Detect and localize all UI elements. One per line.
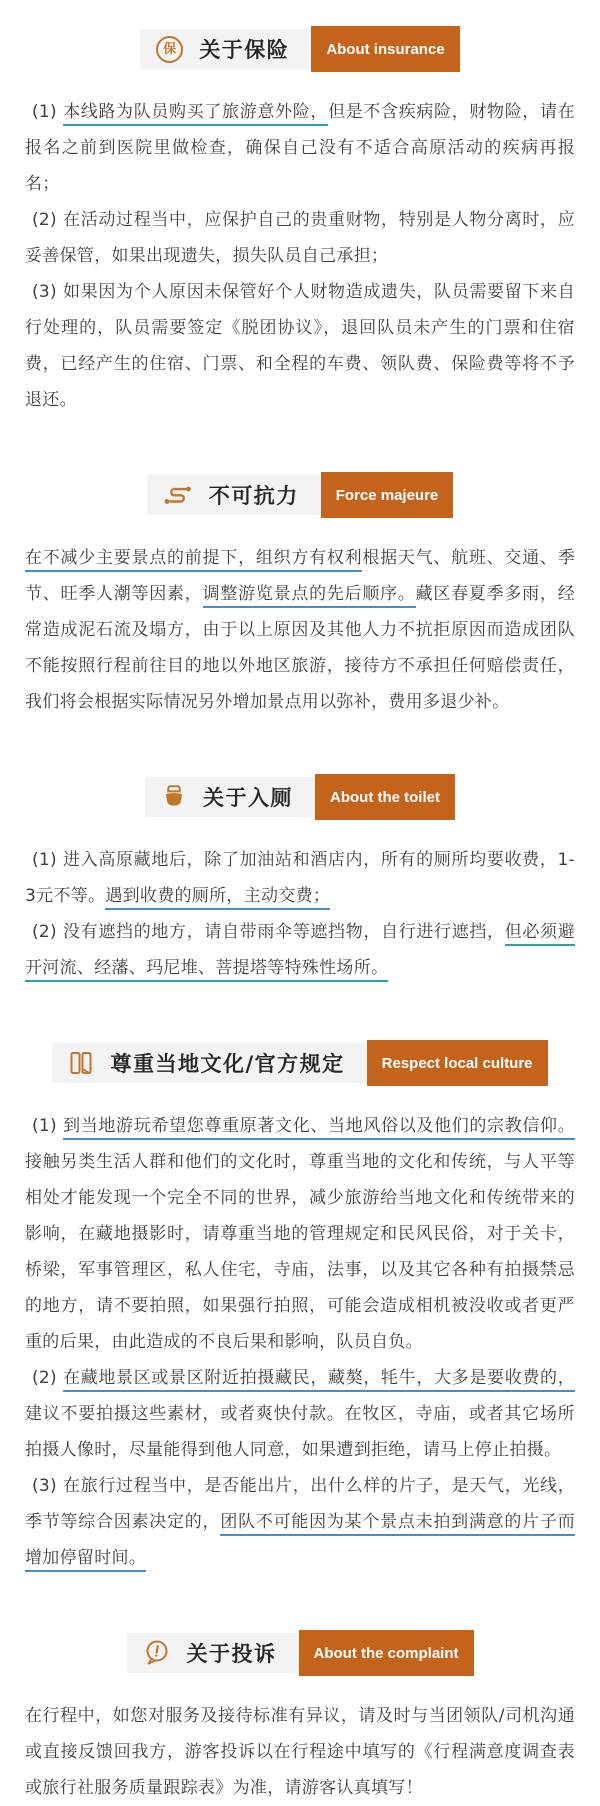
paragraph — [25, 1468, 575, 1576]
text-run: (1) 进入高原藏地后，除了加油站和酒店内，所有的厕所均要收费，1-3元不等。 — [25, 850, 575, 906]
section-header — [25, 26, 575, 72]
section-local-culture — [25, 1040, 575, 1576]
paragraph — [25, 914, 575, 986]
text-run: 接触另类生活人群和他们的文化时，尊重当地的文化和传统，与人平等相处才能发现一个完全不同的世界，减少旅游给当地文化和传统带来的影响，在藏地摄影时，请尊重当地的管理规定和民风民俗，对于关卡，桥梁，军事管理区，私人住宅，寺庙，法事，以及其它各种有拍摄禁忌的地方，请不要拍照，如果强行拍照，可能会造成相机被没收或者更严重的后果，由此造成的不良后果和影响，队员自负。 — [25, 1152, 575, 1352]
section-complaint — [25, 1630, 575, 1806]
paragraph — [25, 1360, 575, 1468]
header-band — [127, 1633, 299, 1673]
paragraph — [25, 842, 575, 914]
underlined-text: 在藏地景区或景区附近拍摄藏民，藏獒，牦牛，大多是要收费的， — [63, 1368, 575, 1392]
paragraph — [25, 202, 575, 274]
section-title: 关于保险 — [199, 38, 290, 62]
text-run: (3) 在旅行过程当中，是否能出片，出什么样的片子，是天气，光线，季节等综合因素决定的， — [25, 1476, 575, 1532]
section-title: 关于投诉 — [186, 1642, 277, 1666]
section-badge: About insurance — [311, 26, 459, 72]
text-run: (1) — [32, 102, 64, 122]
section-badge: Respect local culture — [367, 1040, 548, 1086]
text-run: 在行程中，如您对服务及接待标准有异议，请及时与当团领队/司机沟通或直接反馈回我方，游客投诉以在行程途中填写的《行程满意度调查表或旅行社服务质量跟踪表》为准，请游客认真填写！ — [25, 1706, 575, 1798]
text-run: (2) 在活动过程当中，应保护自己的贵重财物，特别是人物分离时，应妥善保管，如果出现遗失，损失队员自己承担； — [25, 210, 575, 266]
underlined-text: 在不减少主要景点的前提下，组织方有权利 — [25, 548, 362, 572]
text-run: (2) — [32, 1368, 64, 1388]
speech-exclamation-icon — [143, 1639, 171, 1667]
section-title: 关于入厕 — [203, 786, 293, 810]
underlined-text: 但必须避开河流、经藩、玛尼堆、菩提塔等特殊性场所。 — [25, 922, 575, 982]
section-badge: Force majeure — [321, 472, 454, 518]
underlined-text: 团队不可能因为某个景点未拍到满意的片子而增加停留时间。 — [25, 1512, 575, 1572]
header-band — [52, 1043, 366, 1083]
section-header — [25, 472, 575, 518]
header-band — [145, 777, 315, 817]
text-run: 建议不要拍摄这些素材，或者爽快付款。在牧区，寺庙，或者其它场所拍摄人像时，尽量能得到他人同意，如果遭到拒绝，请马上停止拍摄。 — [25, 1404, 575, 1460]
underlined-text: 到当地游玩希望您尊重原著文化、当地风俗以及他们的宗教信仰。 — [63, 1116, 575, 1140]
section-title: 尊重当地文化/官方规定 — [110, 1052, 345, 1076]
paragraph — [25, 540, 575, 720]
paragraph — [25, 1108, 575, 1360]
text-run: 但是不含疾病险，财物险，请在报名之前到医院里做检查，确保自己没有不适合高原活动的疾病再报名； — [25, 102, 576, 194]
header-band — [147, 475, 321, 515]
section-title: 不可抗力 — [208, 484, 299, 508]
paragraph — [25, 274, 575, 418]
section-insurance — [25, 26, 575, 418]
section-toilet — [25, 774, 575, 986]
section-header — [25, 1630, 575, 1676]
underlined-text: 本线路为队员购买了旅游意外险， — [63, 102, 328, 126]
paragraph — [25, 94, 575, 202]
section-header — [25, 1040, 575, 1086]
header-band — [140, 29, 311, 69]
text-run: (1) — [32, 1116, 64, 1136]
insurance-seal-icon: 保 — [156, 36, 183, 63]
paragraph — [25, 1698, 575, 1806]
section-badge: About the complaint — [299, 1630, 474, 1676]
toilet-icon — [161, 784, 187, 811]
book-icon — [68, 1050, 94, 1076]
text-run: (2) 没有遮挡的地方，请自带雨伞等遮挡物，自行进行遮挡， — [32, 922, 505, 942]
text-run: 藏区春夏季多雨，经常造成泥石流及塌方，由于以上原因及其他人力不抗拒原因而造成团队不能按照行程前往目的地以外地区旅游，接待方不承担任何赔偿责任，我们将会根据实际情况另外增加景点用以弥补，费用多退少补。 — [25, 584, 575, 712]
text-run: 根据天气、航班、交通、季节、旺季人潮等因素， — [25, 548, 575, 604]
underlined-text: 调整游览景点的先后顺序。 — [203, 584, 416, 608]
section-header — [25, 774, 575, 820]
route-icon — [163, 483, 193, 507]
section-badge: About the toilet — [315, 774, 455, 820]
text-run: (3) 如果因为个人原因未保管好个人财物造成遗失，队员需要留下来自行处理的，队员需要签定《脱团协议》，退回队员未产生的门票和住宿费，已经产生的住宿、门票、和全程的车费、领队费、保险费等将不予退还。 — [25, 282, 575, 410]
underlined-text: 遇到收费的厕所，主动交费； — [105, 886, 330, 910]
section-force-majeure — [25, 472, 575, 720]
